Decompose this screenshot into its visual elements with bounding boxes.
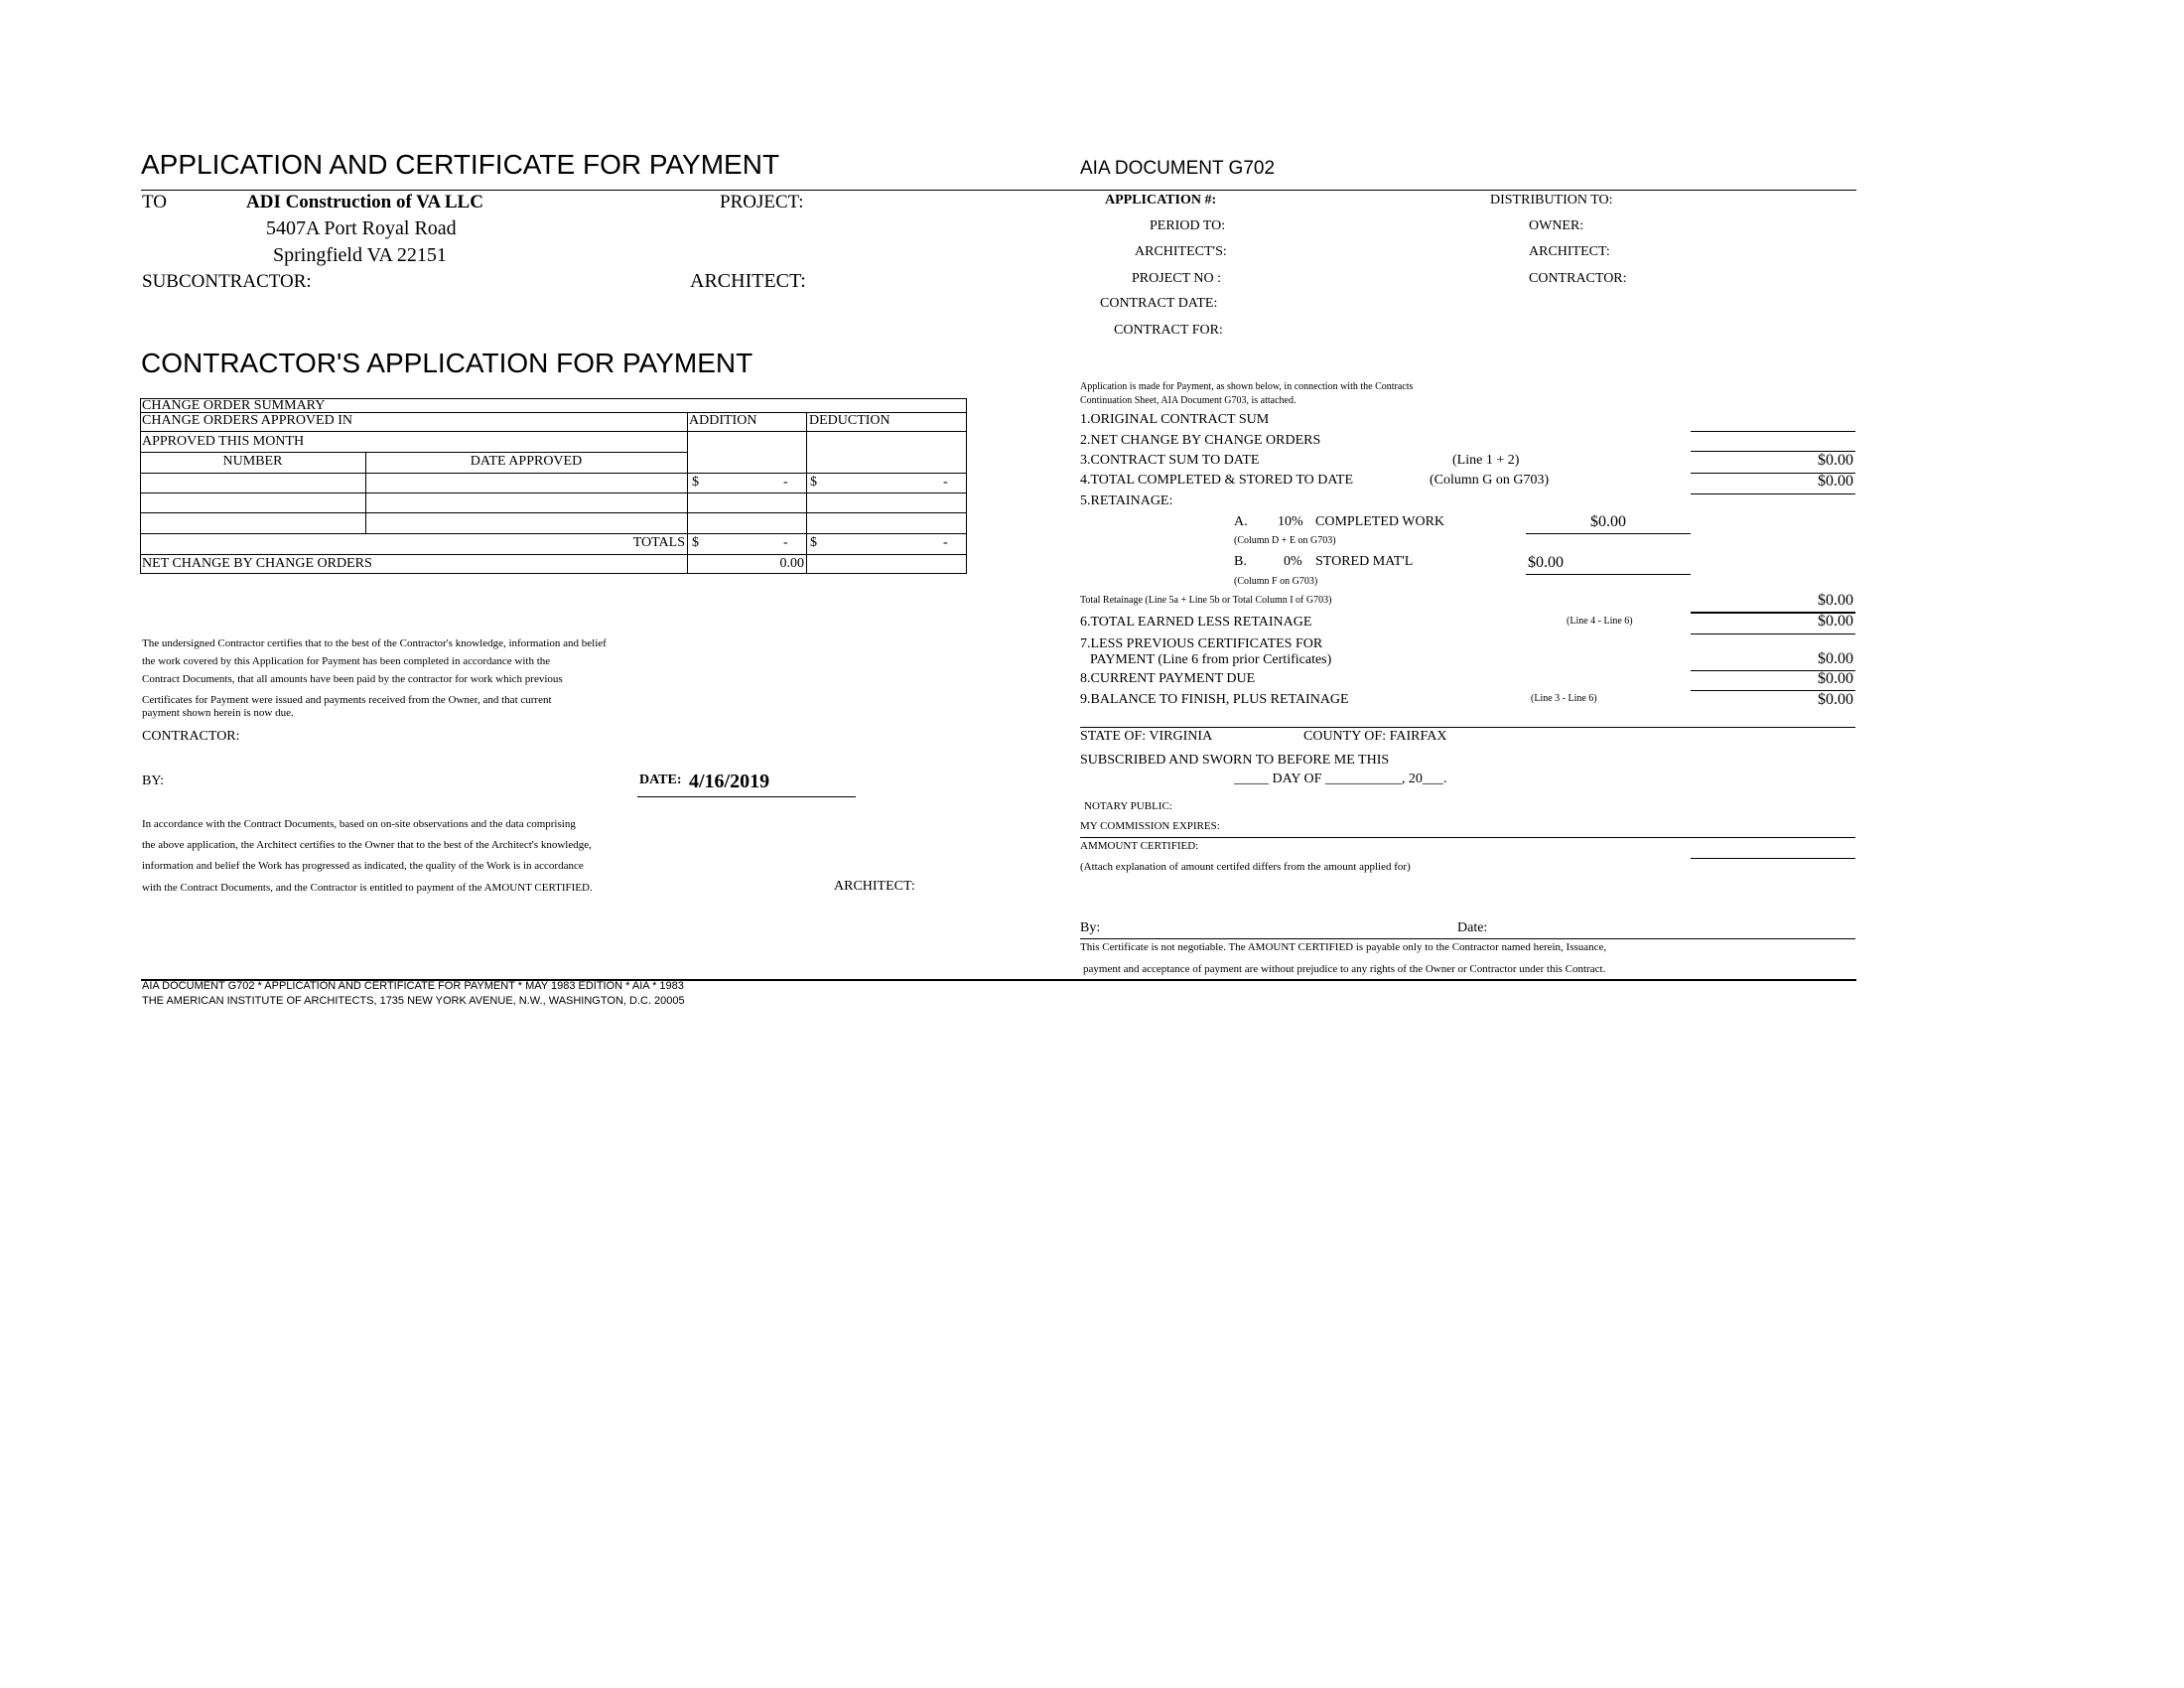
distribution-contractor: CONTRACTOR:: [1529, 271, 1627, 286]
totals-addition-value: -: [783, 535, 788, 550]
project-label: PROJECT:: [720, 192, 804, 212]
value-underline: [1526, 533, 1691, 534]
state-label: STATE OF: VIRGINIA: [1080, 729, 1213, 744]
totals-addition-dollar: $: [692, 535, 699, 550]
contract-for-label: CONTRACT FOR:: [1114, 323, 1223, 338]
line4-value: $0.00: [1818, 473, 1853, 490]
signature-rule: [1080, 938, 1855, 939]
footer-line2: THE AMERICAN INSTITUTE OF ARCHITECTS, 1735 NEW YORK AVENUE, N.W., WASHINGTON, D.C. 20005: [142, 995, 685, 1007]
line5b-percent: 0%: [1284, 554, 1302, 569]
line5b-letter: B.: [1234, 554, 1247, 569]
table-rule: [140, 533, 967, 534]
date-value: 4/16/2019: [689, 771, 770, 792]
document-id: AIA DOCUMENT G702: [1080, 158, 1276, 179]
total-retainage-value: $0.00: [1818, 592, 1853, 609]
table-rule: [140, 431, 967, 432]
section-rule: [1080, 837, 1855, 838]
addition-header: ADDITION: [689, 413, 757, 428]
line9-balance-to-finish: 9.BALANCE TO FINISH, PLUS RETAINAGE: [1080, 692, 1349, 707]
architect-cert-text-line: the above application, the Architect certifies to the Owner that to the best of the Architect's knowledge,: [142, 839, 592, 851]
distribution-architect: ARCHITECT:: [1529, 244, 1610, 259]
architect-label: ARCHITECT:: [690, 270, 806, 292]
architect-cert-text-line: with the Contract Documents, and the Contractor is entitled to payment of the AMOUNT CERTIFIED.: [142, 882, 593, 894]
table-rule: [806, 412, 807, 574]
line9-note: (Line 3 - Line 6): [1531, 693, 1597, 704]
county-label: COUNTY OF: FAIRFAX: [1303, 729, 1447, 744]
project-number-label: PROJECT NO :: [1132, 271, 1221, 286]
architects-label: ARCHITECT'S:: [1135, 244, 1227, 259]
line9-value: $0.00: [1818, 691, 1853, 708]
line5b-note: (Column F on G703): [1234, 576, 1318, 587]
summary-intro-line1: Application is made for Payment, as shown below, in connection with the Contracts: [1080, 381, 1414, 392]
day-of-line: _____ DAY OF ___________, 20___.: [1234, 772, 1447, 786]
date-label: DATE:: [639, 773, 682, 787]
architect-cert-text-line: In accordance with the Contract Documents, based on on-site observations and the data comprising: [142, 818, 576, 830]
line7-value: $0.00: [1818, 650, 1853, 667]
approved-this-month-label: APPROVED THIS MONTH: [142, 434, 305, 449]
architect-signature-label: ARCHITECT:: [834, 879, 915, 894]
value-underline: [1691, 431, 1855, 432]
contractor-application-title: CONTRACTOR'S APPLICATION FOR PAYMENT: [141, 348, 753, 378]
distribution-owner: OWNER:: [1529, 218, 1584, 233]
footer-line1: AIA DOCUMENT G702 * APPLICATION AND CERTIFICATE FOR PAYMENT * MAY 1983 EDITION * AIA * 1983: [142, 980, 684, 992]
line5-retainage: 5.RETAINAGE:: [1080, 493, 1173, 508]
commission-expires-label: MY COMMISSION EXPIRES:: [1080, 820, 1220, 832]
addition-value: -: [783, 475, 788, 490]
disclaimer-line2: payment and acceptance of payment are without prejudice to any rights of the Owner or Contractor under this Contract.: [1083, 963, 1606, 975]
line4-total-completed: 4.TOTAL COMPLETED & STORED TO DATE: [1080, 473, 1353, 488]
line5a-value: $0.00: [1590, 513, 1626, 530]
totals-deduction-dollar: $: [810, 535, 817, 550]
line3-note: (Line 1 + 2): [1452, 453, 1520, 468]
to-label: TO: [142, 192, 167, 212]
contract-date-label: CONTRACT DATE:: [1100, 296, 1218, 311]
page-title: APPLICATION AND CERTIFICATE FOR PAYMENT: [141, 149, 780, 180]
line4-note: (Column G on G703): [1430, 473, 1550, 488]
line6-total-earned: 6.TOTAL EARNED LESS RETAINAGE: [1080, 615, 1312, 630]
change-orders-approved-in-label: CHANGE ORDERS APPROVED IN: [142, 413, 352, 428]
totals-deduction-value: -: [943, 535, 948, 550]
line6-value: $0.00: [1818, 613, 1853, 630]
line8-value: $0.00: [1818, 670, 1853, 687]
period-to-label: PERIOD TO:: [1150, 218, 1226, 233]
total-retainage-label: Total Retainage (Line 5a + Line 5b or Total Column I of G703): [1080, 595, 1332, 606]
value-underline: [1691, 633, 1855, 634]
table-rule: [687, 412, 688, 574]
table-rule: [140, 554, 967, 555]
change-order-summary-label: CHANGE ORDER SUMMARY: [142, 398, 326, 413]
line6-note: (Line 4 - Line 6): [1567, 616, 1633, 627]
number-header: NUMBER: [222, 454, 283, 469]
contractor-company-name: ADI Construction of VA LLC: [246, 192, 483, 212]
line5a-note: (Column D + E on G703): [1234, 535, 1336, 546]
application-number-label: APPLICATION #:: [1105, 193, 1217, 208]
attach-explanation: (Attach explanation of amount certifed differs from the amount applied for): [1080, 861, 1411, 873]
table-rule: [140, 473, 967, 474]
by-label: BY:: [142, 774, 165, 788]
certification-text-line: Contract Documents, that all amounts have been paid by the contractor for work which previous: [142, 673, 563, 685]
subscribed-label: SUBSCRIBED AND SWORN TO BEFORE ME THIS: [1080, 753, 1390, 768]
line8-current-payment-due: 8.CURRENT PAYMENT DUE: [1080, 671, 1256, 686]
line5b-value: $0.00: [1528, 554, 1564, 571]
line7-less-previous: 7.LESS PREVIOUS CERTIFICATES FOR: [1080, 636, 1323, 651]
totals-label: TOTALS: [632, 535, 685, 550]
distribution-title: DISTRIBUTION TO:: [1490, 193, 1613, 208]
line5a-text: COMPLETED WORK: [1315, 514, 1445, 529]
line1-original-contract-sum: 1.ORIGINAL CONTRACT SUM: [1080, 412, 1270, 427]
contractor-address-line2: Springfield VA 22151: [273, 244, 447, 266]
value-underline: [1691, 858, 1855, 859]
net-change-value: 0.00: [779, 556, 804, 571]
table-rule: [140, 512, 967, 513]
architect-date-label: Date:: [1457, 920, 1488, 935]
date-approved-header: DATE APPROVED: [470, 454, 583, 469]
amount-certified-label: AMMOUNT CERTIFIED:: [1080, 840, 1199, 852]
contractor-signature-label: CONTRACTOR:: [142, 729, 240, 744]
value-underline: [1691, 493, 1855, 494]
value-underline: [1526, 574, 1691, 575]
disclaimer-line1: This Certificate is not negotiable. The AMOUNT CERTIFIED is payable only to the Contractor named herein, Issuance,: [1080, 941, 1607, 953]
deduction-dollar-sign: $: [810, 475, 817, 490]
line3-contract-sum-to-date: 3.CONTRACT SUM TO DATE: [1080, 453, 1260, 468]
contractor-address-line1: 5407A Port Royal Road: [266, 217, 457, 239]
line3-value: $0.00: [1818, 452, 1853, 469]
notary-public-label: NOTARY PUBLIC:: [1084, 800, 1172, 812]
line2-net-change: 2.NET CHANGE BY CHANGE ORDERS: [1080, 433, 1321, 448]
architect-by-label: By:: [1080, 920, 1101, 935]
line5b-text: STORED MAT'L: [1315, 554, 1414, 569]
certification-text-line: Certificates for Payment were issued and payments received from the Owner, and that current: [142, 694, 552, 706]
subcontractor-label: SUBCONTRACTOR:: [142, 271, 312, 292]
architect-cert-text-line: information and belief the Work has progressed as indicated, the quality of the Work is in accordance: [142, 860, 584, 872]
certification-text-line: the work covered by this Application for Payment has been completed in accordance with the: [142, 655, 551, 667]
header-rule: [141, 190, 1856, 191]
line7-less-previous-cont: PAYMENT (Line 6 from prior Certificates): [1090, 652, 1332, 667]
certification-text-line: The undersigned Contractor certifies that to the best of the Contractor's knowledge, information and belief: [142, 637, 607, 649]
date-underline: [637, 796, 856, 797]
deduction-value: -: [943, 475, 948, 490]
section-rule: [1080, 727, 1855, 728]
line5a-percent: 10%: [1278, 514, 1303, 529]
table-rule: [140, 452, 687, 453]
table-rule: [140, 492, 967, 493]
certification-text-line: payment shown herein is now due.: [142, 707, 294, 719]
deduction-header: DEDUCTION: [809, 413, 890, 428]
summary-intro-line2: Continuation Sheet, AIA Document G703, is attached.: [1080, 395, 1297, 406]
net-change-label: NET CHANGE BY CHANGE ORDERS: [142, 556, 372, 571]
addition-dollar-sign: $: [692, 475, 699, 490]
line5a-letter: A.: [1234, 514, 1248, 529]
